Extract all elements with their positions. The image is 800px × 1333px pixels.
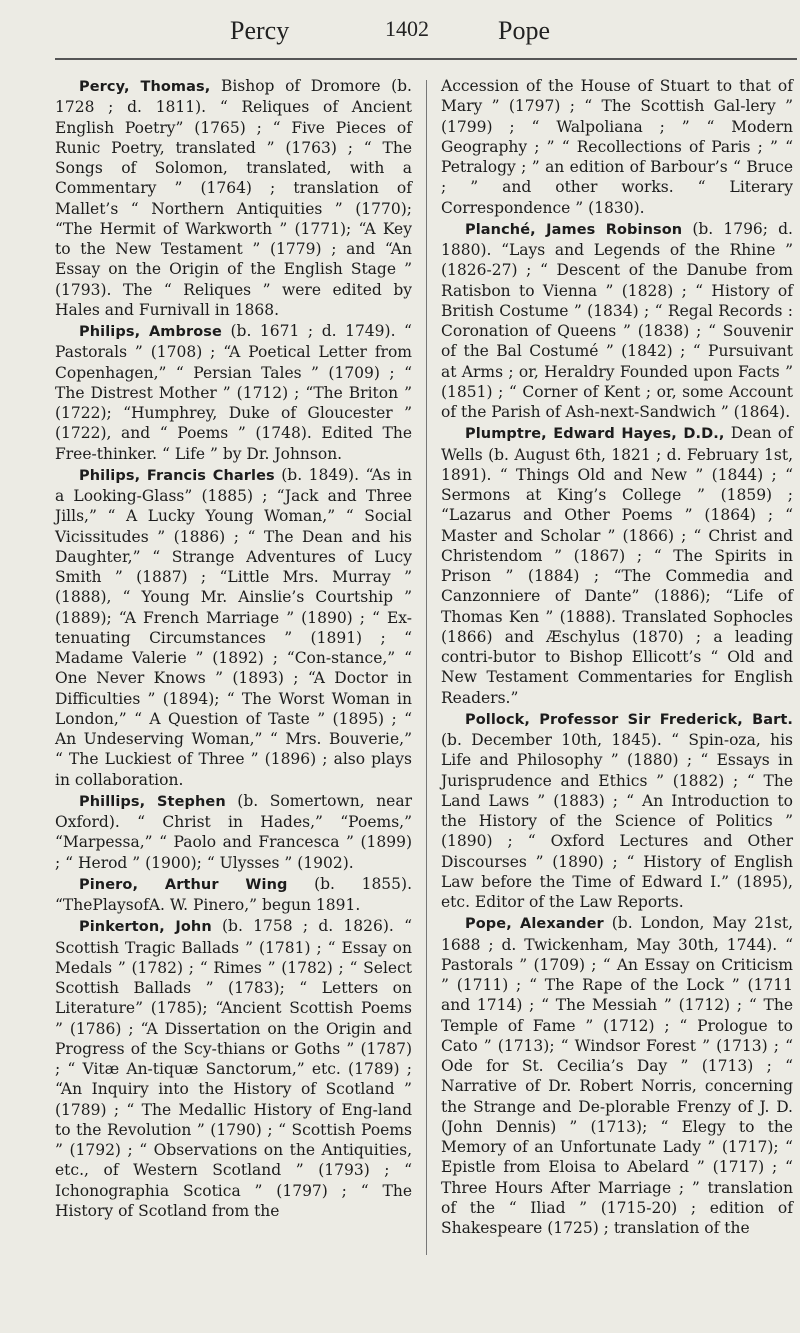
entry-pollock [441, 709, 793, 913]
entry-text: (b. Somertown, near Oxford). “ Christ in Hades,” “Poems,” “Marpessa,” “ Paolo and Francesca ” (1899) ; “ Herod ” (1900); “ Ulysses ” (1902). [55, 791, 412, 872]
entry-text: (b. 1758 ; d. 1826). “ Scottish Tragic Ballads ” (1781) ; “ Essay on Medals ” (1782) ; “ Rimes ” (1782) ; “ Select Scottish Ballads ” (1783); “ Letters on Literature” (1785); “Ancient Scottish Poems ” (1786) ; “A Dissertation on the Origin and Progress of the Scy-thians or Goths ” (1787) ; “ Vitæ An-tiquæ Sanctorum,” etc. (1789) ; “An Inquiry into the History of Scotland ” (1789) ; “ The Medallic History of Eng-land to the Revolution ” (1790) ; “ Scottish Poems ” (1792) ; “ Observations on the Antiquities, etc., of Western Scotland ” (1793) ; “ Ichonographia Scotica ” (1797) ; “ The History of Scotland from the [55, 917, 413, 1220]
header-left-word: Percy [230, 16, 290, 45]
entry-headword: Planché, James Robinson [465, 221, 683, 238]
entry-philips-ambrose [55, 321, 412, 464]
entry-pope [441, 913, 793, 1238]
entry-headword: Pollock, Professor Sir Frederick, Bart. [465, 711, 793, 728]
column-divider [426, 80, 427, 1255]
entry-headword: Phillips, Stephen [79, 793, 226, 810]
entry-text: (b. 1849). “As in a Looking-Glass” (1885) ; “Jack and Three Jills,” “ A Lucky Young Woman,” “ Social Vicissitudes ” (1886) ; “ The Dean and his Daughter,” “ Strange Adventures of Lucy Smith ” (1887) ; “Little Mrs. Murray ” (1888), “ Young Mr. Ainslie’s Courtship ” (1889); “A French Marriage ” (1890) ; “ Ex-tenuating Circumstances ” (1891) ; “ Madame Valerie ” (1892) ; “Con-stance,” “ One Never Knows ” (1893) ; “A Doctor in Difficulties ” (1894); “ The Worst Woman in London,” “ A Question of Taste ” (1895) ; “ An Undeserving Woman,” “ Mrs. Bouverie,” “ The Luckiest of Three ” (1896) ; also plays in collaboration. [55, 465, 412, 789]
entry-headword: Pinkerton, John [79, 919, 212, 936]
entry-text: Bishop of Dromore (b. 1728 ; d. 1811). “ Reliques of Ancient English Poetry” (1765) ; “ Five Pieces of Runic Poetry, translated ” (1763) ; “ The Songs of Solomon, translated, with a Commentary ” (1764) ; translation of Mallet’s “ Northern Antiquities ” (1770); “The Hermit of Warkworth ” (1771); “A Key to the New Testament ” (1779) ; and “An Essay on the Origin of the English Stage ” (1793). The “ Reliques ” were edited by Hales and Furnivall in 1868. [55, 77, 412, 319]
entry-headword: Pope, Alexander [465, 916, 604, 933]
entry-headword: Plumptre, Edward Hayes, D.D., [465, 426, 725, 443]
entry-text: (b. London, May 21st, 1688 ; d. Twickenham, May 30th, 1744). “ Pastorals ” (1709) ; “ An Essay on Criticism ” (1711) ; “ The Rape of the Lock ” (1711 and 1714) ; “ The Messiah ” (1712) ; “ The Temple of Fame ” (1712) ; “ Prologue to Cato ” (1713); “ Windsor Forest ” (1713) ; “ Ode for St. Cecilia’s Day ” (1713) ; “ Narrative of Dr. Robert Norris, concerning the Strange and De-plorable Frenzy of J. D. (John Dennis) ” (1713); “ Elegy to the Memory of an Unfortunate Lady ” (1717); “ Epistle from Eloisa to Abelard ” (1717) ; “ Three Hours After Marriage ; ” translation of the “ Iliad ” (1715-20) ; edition of Shakespeare (1725) ; translation of the [441, 914, 794, 1237]
entry-pinero [55, 874, 412, 916]
header-right-word: Pope [498, 16, 550, 45]
entry-text: (b. 1855). “ThePlaysofA. W. Pinero,” begun 1891. [55, 874, 412, 914]
entry-pinkerton [55, 916, 412, 1221]
entry-phillips-stephen [55, 791, 412, 873]
entry-headword: Percy, Thomas, [79, 79, 211, 95]
running-header [0, 16, 800, 56]
entry-text: Dean of Wells (b. August 6th, 1821 ; d. February 1st, 1891). “ Things Old and New ” (1844) ; “ Sermons at King’s College ” (1859) ; “Lazarus and Other Poems ” (1864) ; “ Master and Scholar ” (1866) ; “ Christ and Christendom ” (1867) ; “ The Spirits in Prison ” (1884) ; “The Commedia and Canzonniere of Dante” (1886); “Life of Thomas Ken ” (1888). Translated Sophocles (1866) and Æschylus (1870) ; a leading contri-butor to Bishop Ellicott’s “ Old and New Testament Commentaries for English Readers.” [441, 424, 793, 707]
entry-headword: Pinero, Arthur Wing [79, 876, 288, 893]
page-number: 1402 [385, 16, 429, 41]
left-column [55, 76, 412, 1222]
entry-headword: Philips, Francis Charles [79, 467, 275, 484]
right-column [441, 76, 793, 1239]
entry-philips-francis [55, 465, 412, 790]
entry-text: (b. December 10th, 1845). “ Spin-oza, his Life and Philosophy ” (1880) ; “ Essays in Jurisprudence and Ethics ” (1882) ; “ The Land Laws ” (1883) ; “ An Introduction to the History of the Science of Politics ” (1890) ; “ Oxford Lectures and Other Discourses ” (1890) ; “ History of English Law before the Time of Edward I.” (1895), etc. Editor of the Law Reports. [441, 731, 793, 911]
entry-planche [441, 219, 793, 423]
entry-plumptre [441, 423, 793, 708]
entry-pinkerton-continued [441, 76, 793, 218]
entry-text: Accession of the House of Stuart to that of Mary ” (1797) ; “ The Scottish Gal-lery ” (1799) ; “ Walpoliana ; ” “ Modern Geography ; ” “ Recollections of Paris ; ” “ Petralogy ; ” an edition of Barbour’s “ Bruce ; ” and other works. “ Literary Correspondence ” (1830). [441, 77, 793, 217]
entry-percy [55, 76, 412, 320]
entry-text: (b. 1796; d. 1880). “Lays and Legends of the Rhine ” (1826-27) ; “ Descent of the Danube from Ratisbon to Vienna ” (1828) ; “ History of British Costume ” (1834) ; “ Regal Records : Coronation of Queens ” (1838) ; “ Souvenir of the Bal Costumé ” (1842) ; “ Pursuivant at Arms ; or, Heraldry Founded upon Facts ” (1851) ; “ Corner of Kent ; or, some Account of the Parish of Ash-next-Sandwich ” (1864). [441, 219, 793, 421]
entry-headword: Philips, Ambrose [79, 324, 222, 340]
entry-text: (b. 1671 ; d. 1749). “ Pastorals ” (1708) ; “A Poetical Letter from Copenhagen,” “ Persian Tales ” (1709) ; “ The Distrest Mother ” (1712) ; “The Briton ” (1722); “Humphrey, Duke of Gloucester ” (1722), and “ Poems ” (1748). Edited The Free-thinker. “ Life ” by Dr. Johnson. [55, 322, 412, 463]
header-rule [55, 58, 797, 60]
